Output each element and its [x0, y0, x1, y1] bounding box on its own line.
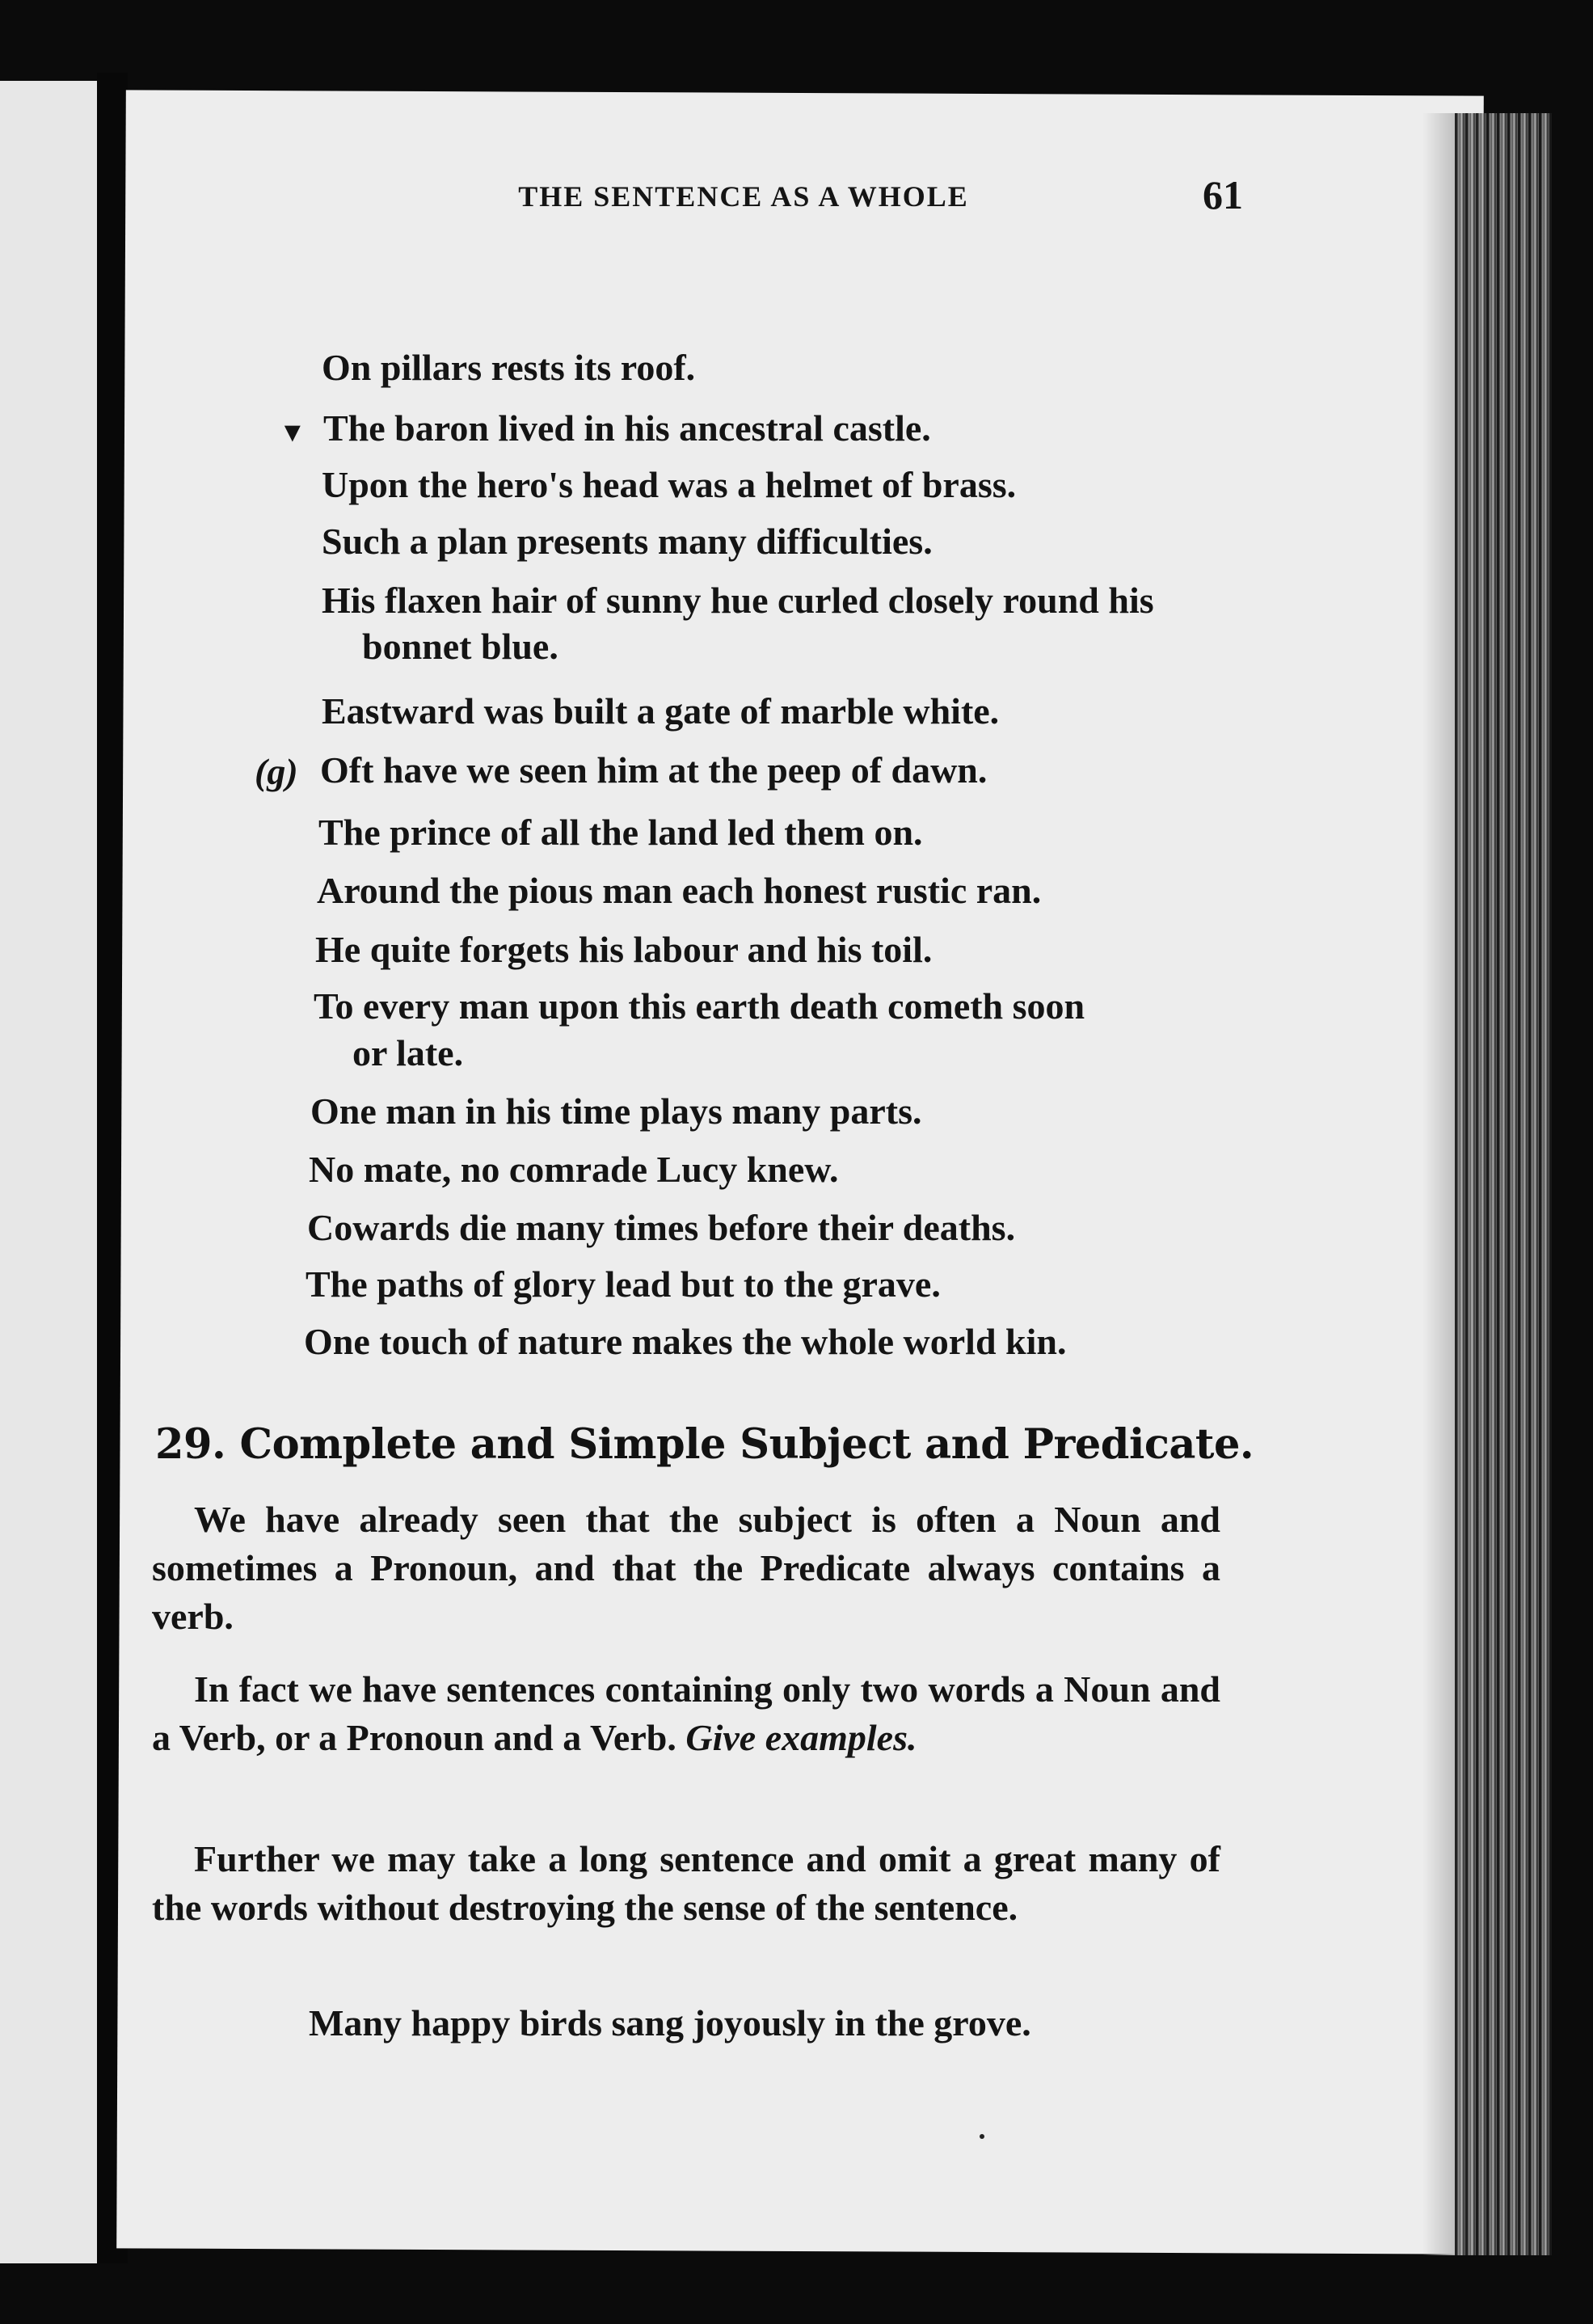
exercise-line: One man in his time plays many parts.	[310, 1090, 922, 1132]
page-number: 61	[1203, 172, 1243, 217]
page-stack-edges	[1455, 113, 1552, 2255]
exercise-line: bonnet blue.	[362, 626, 558, 667]
exercise-line: The prince of all the land led them on.	[318, 812, 923, 853]
exercise-line: Such a plan presents many difficulties.	[322, 521, 933, 562]
example-sentence: Many happy birds sang joyously in the grove.	[309, 2002, 1031, 2044]
exercise-line: One touch of nature makes the whole world kin.	[304, 1321, 1067, 1362]
exercise-line: To every man upon this earth death cometh soon	[314, 985, 1085, 1027]
exercise-line: Around the pious man each honest rustic ran.	[317, 870, 1042, 911]
paragraph: Further we may take a long sentence and omit a great many of the words without destroying the sense of the sentence.	[152, 1838, 1220, 1928]
running-head: THE SENTENCE AS A WHOLE	[518, 180, 969, 213]
exercise-line: or late.	[352, 1032, 464, 1073]
exercise-line: No mate, no comrade Lucy knew.	[309, 1149, 839, 1190]
scan-speck	[980, 2134, 984, 2139]
exercise-line: The baron lived in his ancestral castle.	[323, 407, 931, 449]
exercise-line: Eastward was built a gate of marble white.	[322, 690, 1000, 732]
paragraph: We have already seen that the subject is often a Noun and sometimes a Pronoun, and that the Predicate always contains a verb.	[152, 1499, 1220, 1637]
exercise-line: His flaxen hair of sunny hue curled closely round his	[322, 580, 1154, 621]
margin-mark-icon: ▼	[279, 418, 306, 448]
exercise-line: The paths of glory lead but to the grave.	[306, 1263, 941, 1305]
exercise-line: He quite forgets his labour and his toil.	[315, 929, 933, 970]
section-heading: 29. Complete and Simple Subject and Predicate.	[155, 1420, 1254, 1469]
paragraph	[152, 1665, 1220, 1762]
exercise-line: On pillars rests its roof.	[322, 347, 696, 388]
exercise-line: Cowards die many times before their deaths.	[307, 1207, 1016, 1248]
exercise-label: (g)	[255, 751, 298, 792]
paragraph-text: In fact we have sentences containing only two words a Noun and a Verb, or a Pronoun and a Verb.	[152, 1668, 1220, 1758]
paragraph-italic-instruction: Give examples.	[685, 1717, 917, 1758]
exercise-line: Upon the hero's head was a helmet of brass.	[322, 464, 1017, 505]
exercise-line: Oft have we seen him at the peep of dawn.	[320, 749, 988, 791]
